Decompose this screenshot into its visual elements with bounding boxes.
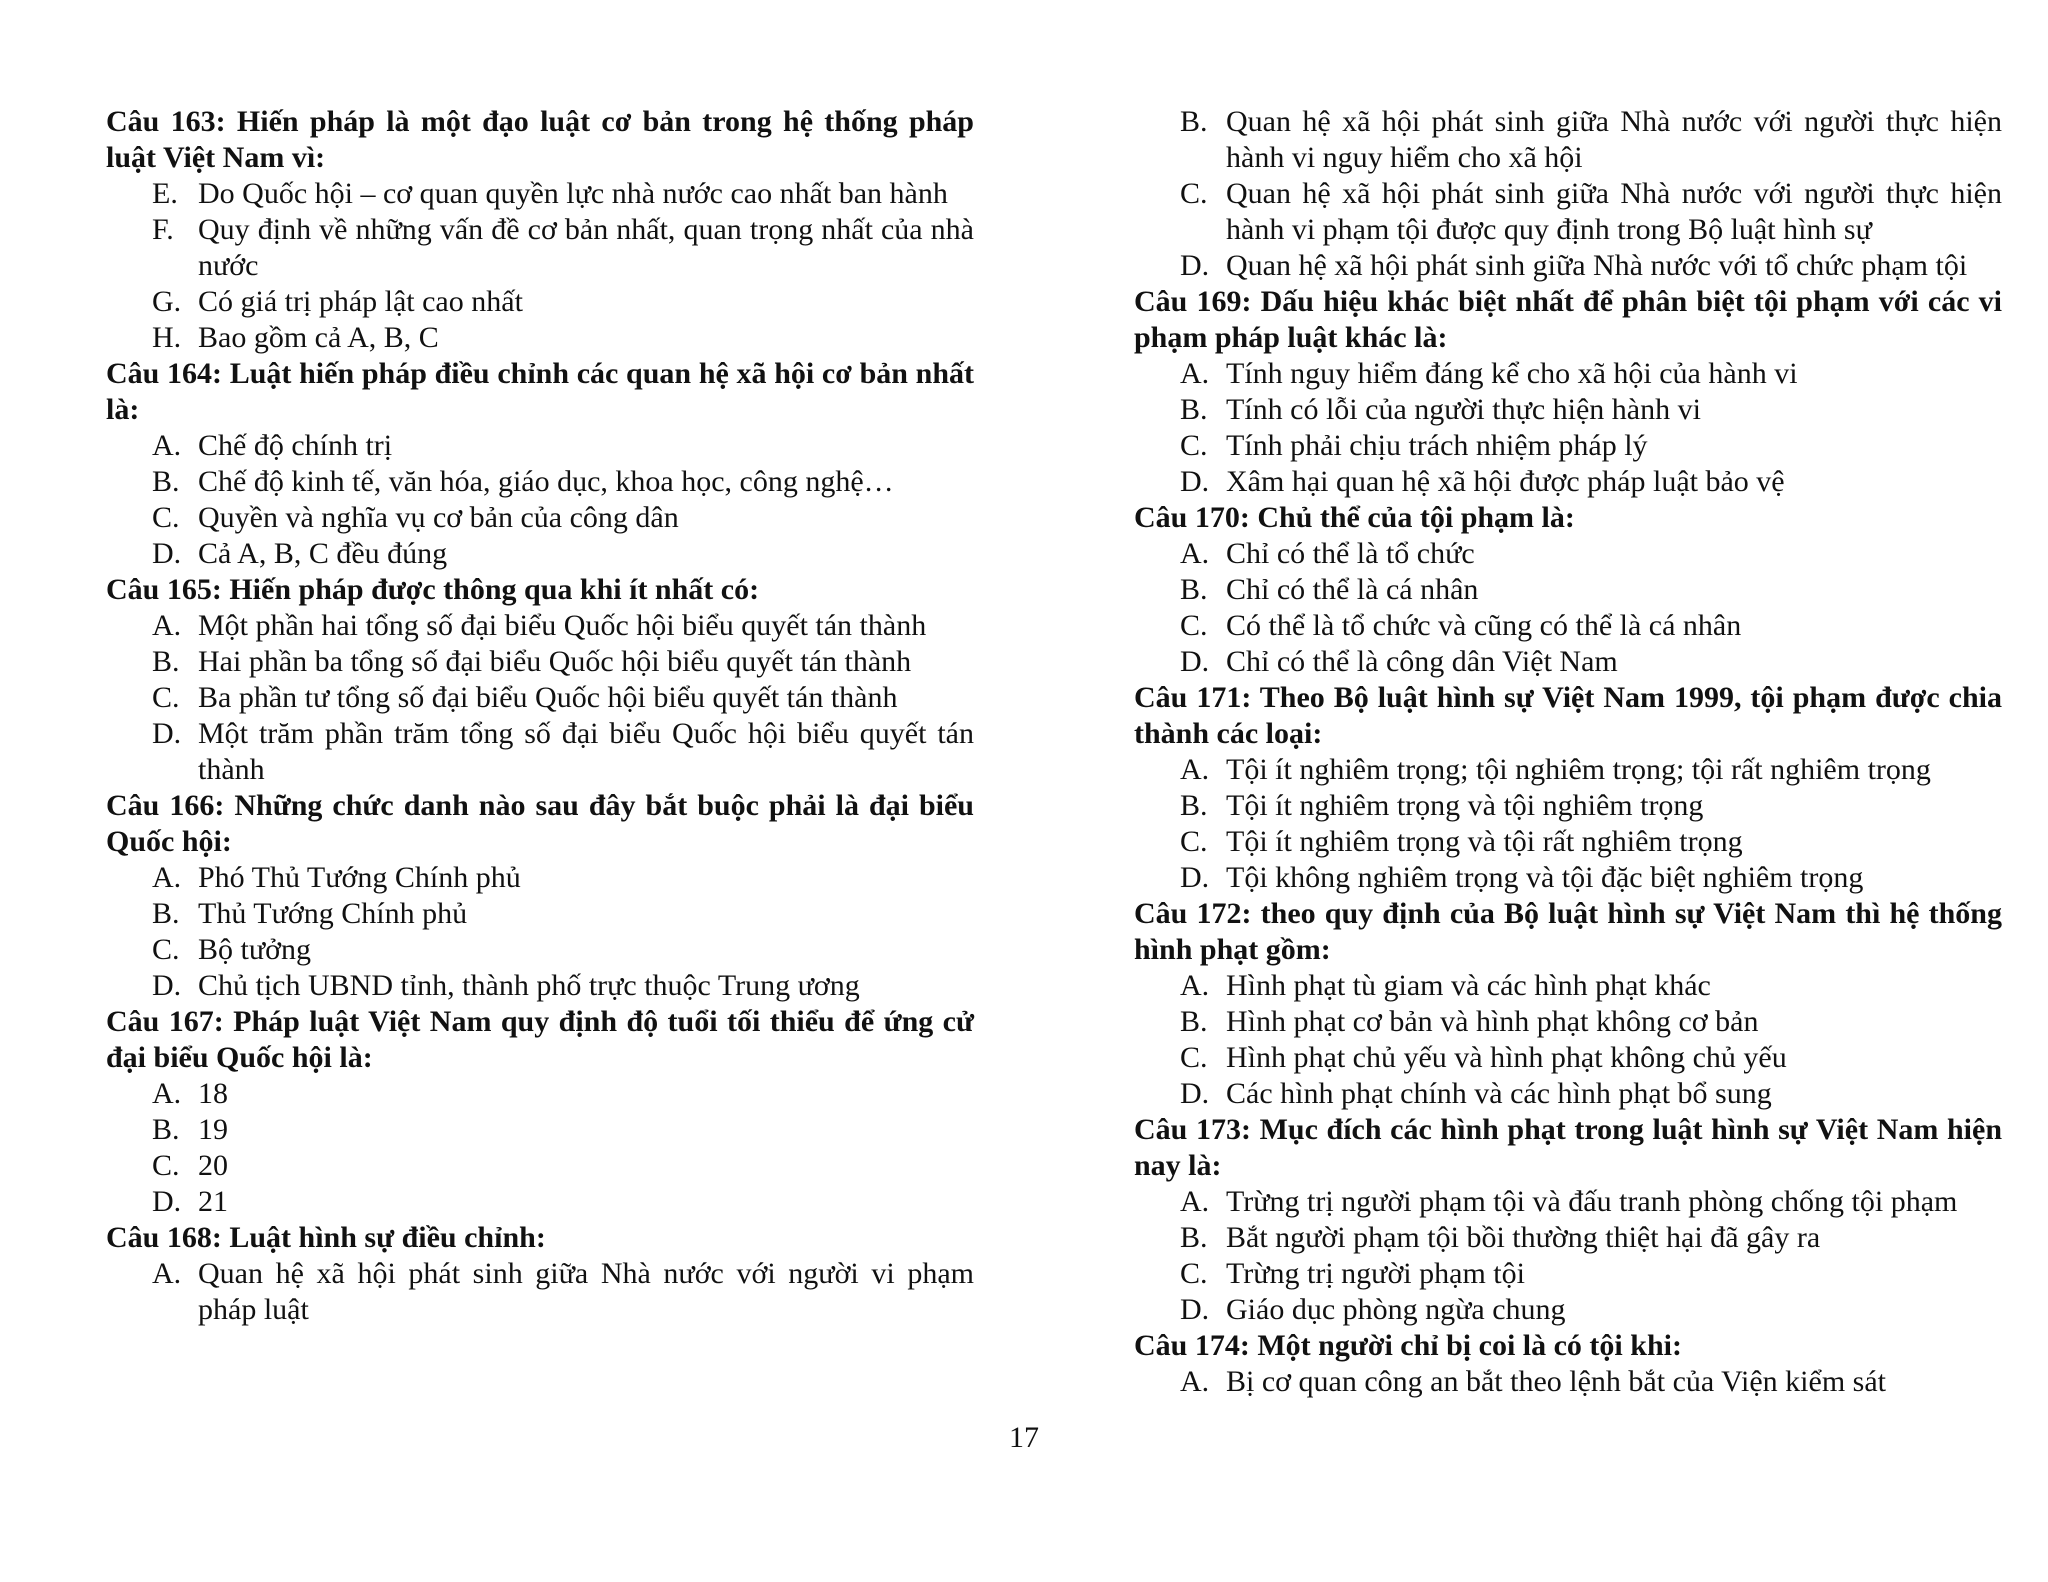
option-letter: A. — [1180, 1365, 1210, 1398]
option-text: Trừng trị người phạm tội và đấu tranh phòng chống tội phạm — [1226, 1185, 1958, 1218]
option-text: Chỉ có thể là công dân Việt Nam — [1226, 645, 1618, 678]
option-text: Có thể là tổ chức và cũng có thể là cá nhân — [1226, 609, 1742, 642]
option-letter: D. — [1180, 1077, 1210, 1110]
option-text: 20 — [198, 1149, 228, 1182]
option-text: Chỉ có thể là cá nhân — [1226, 573, 1479, 606]
option-text: Phó Thủ Tướng Chính phủ — [198, 861, 521, 894]
option-text: 21 — [198, 1185, 228, 1218]
option-letter: C. — [152, 501, 180, 534]
option-text: Do Quốc hội – cơ quan quyền lực nhà nước cao nhất ban hành — [198, 177, 948, 210]
option-letter: C. — [1180, 429, 1208, 462]
option-letter: D. — [152, 1185, 182, 1218]
answer-option — [1134, 968, 2002, 1004]
answer-option — [106, 1148, 974, 1184]
option-letter: D. — [1180, 465, 1210, 498]
option-text: Quyền và nghĩa vụ cơ bản của công dân — [198, 501, 679, 534]
answer-option — [106, 284, 974, 320]
answer-option — [106, 320, 974, 356]
answer-option — [1134, 1256, 2002, 1292]
answer-option — [1134, 428, 2002, 464]
answer-option — [1134, 860, 2002, 896]
option-text: 18 — [198, 1077, 228, 1110]
option-letter: A. — [1180, 357, 1210, 390]
option-letter: A. — [1180, 753, 1210, 786]
left-column — [106, 104, 974, 1328]
option-letter: A. — [152, 1077, 182, 1110]
question-title: Câu 169: Dấu hiệu khác biệt nhất để phân biệt tội phạm với các vi phạm pháp luật khác là: — [1134, 285, 2002, 354]
option-letter: A. — [152, 861, 182, 894]
option-text: Bộ tưởng — [198, 933, 311, 966]
answer-option — [1134, 1040, 2002, 1076]
option-letter: B. — [152, 645, 180, 678]
option-text: Quan hệ xã hội phát sinh giữa Nhà nước với người thực hiện hành vi phạm tội được quy định trong Bộ luật hình sự — [1226, 177, 2002, 246]
option-letter: A. — [1180, 1185, 1210, 1218]
answer-option — [106, 896, 974, 932]
answer-option — [106, 932, 974, 968]
option-letter: B. — [1180, 573, 1208, 606]
answer-option — [106, 428, 974, 464]
answer-option — [1134, 788, 2002, 824]
option-text: Tội ít nghiêm trọng và tội nghiêm trọng — [1226, 789, 1704, 822]
question-title: Câu 168: Luật hình sự điều chỉnh: — [106, 1221, 546, 1254]
option-letter: C. — [1180, 177, 1208, 210]
answer-option — [1134, 1184, 2002, 1220]
option-text: Tội ít nghiêm trọng và tội rất nghiêm trọng — [1226, 825, 1743, 858]
option-letter: C. — [152, 933, 180, 966]
option-letter: G. — [152, 285, 182, 318]
option-text: Bắt người phạm tội bồi thường thiệt hại đã gây ra — [1226, 1221, 1821, 1254]
question-title: Câu 166: Những chức danh nào sau đây bắt buộc phải là đại biểu Quốc hội: — [106, 789, 974, 858]
answer-option — [1134, 536, 2002, 572]
option-letter: B. — [1180, 789, 1208, 822]
option-letter: B. — [1180, 393, 1208, 426]
question-block — [1134, 284, 2002, 500]
question-block — [106, 104, 974, 356]
option-letter: D. — [1180, 645, 1210, 678]
question-title: Câu 172: theo quy định của Bộ luật hình sự Việt Nam thì hệ thống hình phạt gồm: — [1134, 897, 2002, 966]
option-text: Quan hệ xã hội phát sinh giữa Nhà nước với tổ chức phạm tội — [1226, 249, 1968, 282]
option-text: Giáo dục phòng ngừa chung — [1226, 1293, 1566, 1326]
answer-option — [106, 968, 974, 1004]
question-block — [1134, 896, 2002, 1112]
option-letter: D. — [1180, 861, 1210, 894]
question-title: Câu 167: Pháp luật Việt Nam quy định độ tuổi tối thiểu để ứng cử đại biểu Quốc hội là: — [106, 1005, 974, 1074]
question-title: Câu 164: Luật hiến pháp điều chỉnh các quan hệ xã hội cơ bản nhất là: — [106, 357, 974, 426]
answer-option — [1134, 572, 2002, 608]
question-block — [1134, 680, 2002, 896]
question-title: Câu 171: Theo Bộ luật hình sự Việt Nam 1999, tội phạm được chia thành các loại: — [1134, 681, 2002, 750]
option-letter: F. — [152, 213, 174, 246]
option-text: Có giá trị pháp lật cao nhất — [198, 285, 523, 318]
option-letter: A. — [152, 1257, 182, 1290]
question-block — [1134, 1112, 2002, 1328]
option-letter: A. — [152, 609, 182, 642]
option-text: Bao gồm cả A, B, C — [198, 321, 439, 354]
option-letter: B. — [1180, 1221, 1208, 1254]
option-text: Một phần hai tổng số đại biểu Quốc hội biểu quyết tán thành — [198, 609, 927, 642]
option-text: Một trăm phần trăm tổng số đại biểu Quốc hội biểu quyết tán thành — [198, 717, 974, 786]
answer-option — [106, 1256, 974, 1328]
option-letter: D. — [1180, 249, 1210, 282]
answer-option — [106, 176, 974, 212]
answer-option — [1134, 1292, 2002, 1328]
page-number: 17 — [1009, 1421, 1039, 1454]
option-text: Chủ tịch UBND tỉnh, thành phố trực thuộc Trung ương — [198, 969, 860, 1002]
option-text: Tính phải chịu trách nhiệm pháp lý — [1226, 429, 1648, 462]
option-letter: C. — [1180, 825, 1208, 858]
option-text: Quy định về những vấn đề cơ bản nhất, quan trọng nhất của nhà nước — [198, 213, 974, 282]
answer-option — [1134, 644, 2002, 680]
option-text: Quan hệ xã hội phát sinh giữa Nhà nước với người thực hiện hành vi nguy hiểm cho xã hội — [1226, 105, 2002, 174]
answer-option — [106, 500, 974, 536]
answer-option — [106, 608, 974, 644]
option-letter: B. — [1180, 105, 1208, 138]
option-letter: C. — [1180, 1257, 1208, 1290]
question-block — [1134, 1328, 2002, 1400]
question-block — [106, 572, 974, 788]
answer-option — [106, 716, 974, 788]
option-letter: A. — [1180, 537, 1210, 570]
question-block — [106, 1220, 974, 1328]
option-letter: D. — [152, 969, 182, 1002]
answer-option — [1134, 824, 2002, 860]
option-letter: H. — [152, 321, 182, 354]
option-text: Chỉ có thể là tổ chức — [1226, 537, 1475, 570]
answer-option — [106, 1076, 974, 1112]
question-block — [106, 1004, 974, 1220]
question-title: Câu 174: Một người chỉ bị coi là có tội khi: — [1134, 1329, 1682, 1362]
answer-option — [1134, 104, 2002, 176]
option-text: Tội ít nghiêm trọng; tội nghiêm trọng; tội rất nghiêm trọng — [1226, 753, 1931, 786]
option-letter: A. — [152, 429, 182, 462]
answer-option — [106, 536, 974, 572]
option-text: Cả A, B, C đều đúng — [198, 537, 448, 570]
answer-option — [1134, 752, 2002, 788]
option-text: Xâm hại quan hệ xã hội được pháp luật bảo vệ — [1226, 465, 1785, 498]
option-text: Bị cơ quan công an bắt theo lệnh bắt của Viện kiểm sát — [1226, 1365, 1886, 1398]
answer-option — [1134, 392, 2002, 428]
option-letter: C. — [1180, 1041, 1208, 1074]
option-text: Quan hệ xã hội phát sinh giữa Nhà nước với người vi phạm pháp luật — [198, 1257, 974, 1326]
answer-option — [1134, 608, 2002, 644]
answer-option — [106, 1112, 974, 1148]
answer-option — [1134, 1364, 2002, 1400]
question-title: Câu 173: Mục đích các hình phạt trong luật hình sự Việt Nam hiện nay là: — [1134, 1113, 2002, 1182]
answer-option — [1134, 356, 2002, 392]
answer-option — [106, 680, 974, 716]
question-title: Câu 163: Hiến pháp là một đạo luật cơ bản trong hệ thống pháp luật Việt Nam vì: — [106, 105, 974, 174]
answer-option — [1134, 176, 2002, 248]
option-letter: B. — [152, 1113, 180, 1146]
question-block — [1134, 500, 2002, 680]
question-title: Câu 165: Hiến pháp được thông qua khi ít nhất có: — [106, 573, 760, 606]
option-text: Các hình phạt chính và các hình phạt bổ sung — [1226, 1077, 1772, 1110]
option-text: Thủ Tướng Chính phủ — [198, 897, 468, 930]
option-text: Tính có lỗi của người thực hiện hành vi — [1226, 393, 1701, 426]
option-text: Hình phạt cơ bản và hình phạt không cơ bản — [1226, 1005, 1759, 1038]
question-block — [106, 788, 974, 1004]
answer-option — [106, 212, 974, 284]
option-text: Hình phạt tù giam và các hình phạt khác — [1226, 969, 1711, 1002]
option-text: Tính nguy hiểm đáng kể cho xã hội của hành vi — [1226, 357, 1798, 390]
option-text: Hai phần ba tổng số đại biểu Quốc hội biểu quyết tán thành — [198, 645, 912, 678]
option-letter: B. — [1180, 1005, 1208, 1038]
option-text: 19 — [198, 1113, 228, 1146]
right-column — [1134, 104, 2002, 1400]
option-text: Trừng trị người phạm tội — [1226, 1257, 1525, 1290]
option-text: Hình phạt chủ yếu và hình phạt không chủ yếu — [1226, 1041, 1787, 1074]
question-block — [106, 356, 974, 572]
answer-option — [1134, 248, 2002, 284]
option-letter: E. — [152, 177, 178, 210]
answer-option — [106, 860, 974, 896]
option-letter: A. — [1180, 969, 1210, 1002]
option-letter: D. — [152, 537, 182, 570]
answer-option — [1134, 1076, 2002, 1112]
answer-option — [1134, 1220, 2002, 1256]
option-text: Tội không nghiêm trọng và tội đặc biệt nghiêm trọng — [1226, 861, 1864, 894]
option-letter: C. — [152, 681, 180, 714]
answer-option — [106, 464, 974, 500]
answer-option — [1134, 1004, 2002, 1040]
option-letter: B. — [152, 465, 180, 498]
option-text: Ba phần tư tổng số đại biểu Quốc hội biểu quyết tán thành — [198, 681, 898, 714]
answer-option — [1134, 464, 2002, 500]
question-title: Câu 170: Chủ thể của tội phạm là: — [1134, 501, 1575, 534]
option-letter: D. — [152, 717, 182, 750]
option-letter: C. — [1180, 609, 1208, 642]
answer-option — [106, 644, 974, 680]
option-text: Chế độ chính trị — [198, 429, 393, 462]
option-letter: D. — [1180, 1293, 1210, 1326]
option-text: Chế độ kinh tế, văn hóa, giáo dục, khoa học, công nghệ… — [198, 465, 894, 498]
answer-option — [106, 1184, 974, 1220]
option-letter: C. — [152, 1149, 180, 1182]
option-letter: B. — [152, 897, 180, 930]
